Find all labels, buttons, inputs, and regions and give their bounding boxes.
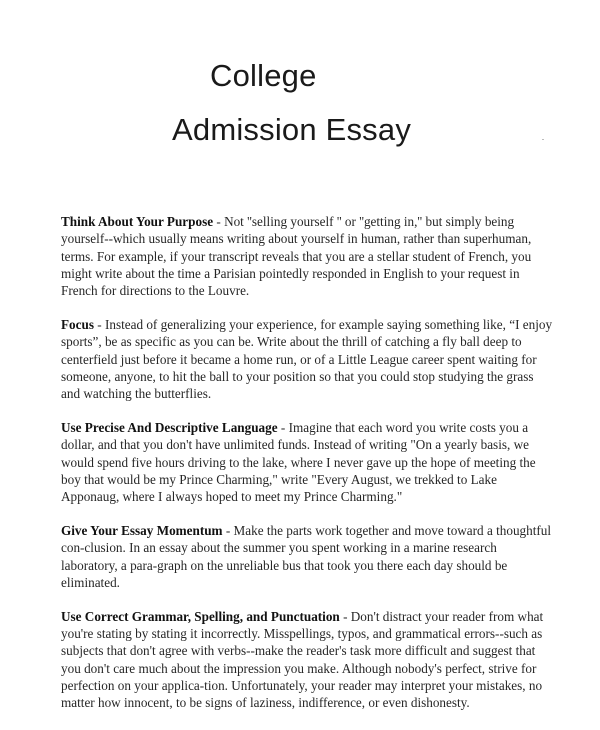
section-text: - Imagine that each word you write costs you a dollar, and that you don't have unlimited funds. Instead of writing "On a yearly basis, we would spend five hours driving to the lake, where I never gave up the hope of meeting the boy that would be my Prince Charming," write "Every August, we trekked to Lake Apponaug, where I always hoped to meet my Prince Charming." <box>61 419 536 505</box>
section-text: - Don't distract your reader from what you're stating by stating it incorrectly. Misspellings, typos, and grammatical errors--such as subjects that don't agree with verbs--make the reader's task more difficult and suggest that you don't care much about the impression you make. Although nobody's perfect, strive for perfection on your applica-tion. Unfortunately, your reader may interpret your mistakes, no matter how innocent, to be signs of laziness, indifference, or even dishonesty. <box>61 608 544 711</box>
section-heading: Focus <box>61 316 94 332</box>
section-momentum <box>61 522 553 591</box>
section-heading: Use Correct Grammar, Spelling, and Punctuation <box>61 608 340 624</box>
section-grammar <box>61 608 553 712</box>
section-text: - Instead of generalizing your experience, for example saying something like, “I enjoy sports”, be as specific as you can be. Write about the thrill of catching a fly ball deep to centerfield just before it became a home run, or of a Little League career spent waiting for someone, anyone, to hit the ball to your position so that you could stop studying the grass and watching the butterflies. <box>61 316 553 402</box>
title-line-1: College <box>210 58 317 93</box>
section-focus <box>61 316 553 402</box>
section-text: - Not ''selling yourself '' or ''getting in,'' but simply being yourself--which usually means writing about yourself in human, rather than superhuman, terms. For example, if your transcript reveals that you are a stellar student of French, you might write about the time a Parisian pointedly responded in English to your request in French for directions to the Louvre. <box>61 214 532 299</box>
title-line-2: Admission Essay <box>172 112 412 147</box>
section-purpose <box>61 213 553 299</box>
essay-body <box>61 213 553 728</box>
section-text: - Make the parts work together and move toward a thoughtful con-clusion. In an essay about the summer you spent working in a marine research laboratory, a para-graph on the unreliable bus that took you there each day should be eliminated. <box>61 522 552 590</box>
section-heading: Give Your Essay Momentum <box>61 522 223 538</box>
section-heading: Think About Your Purpose <box>61 214 214 229</box>
section-heading: Use Precise And Descriptive Language <box>61 419 278 435</box>
page-speck <box>542 139 544 140</box>
section-precise-language <box>61 419 553 505</box>
